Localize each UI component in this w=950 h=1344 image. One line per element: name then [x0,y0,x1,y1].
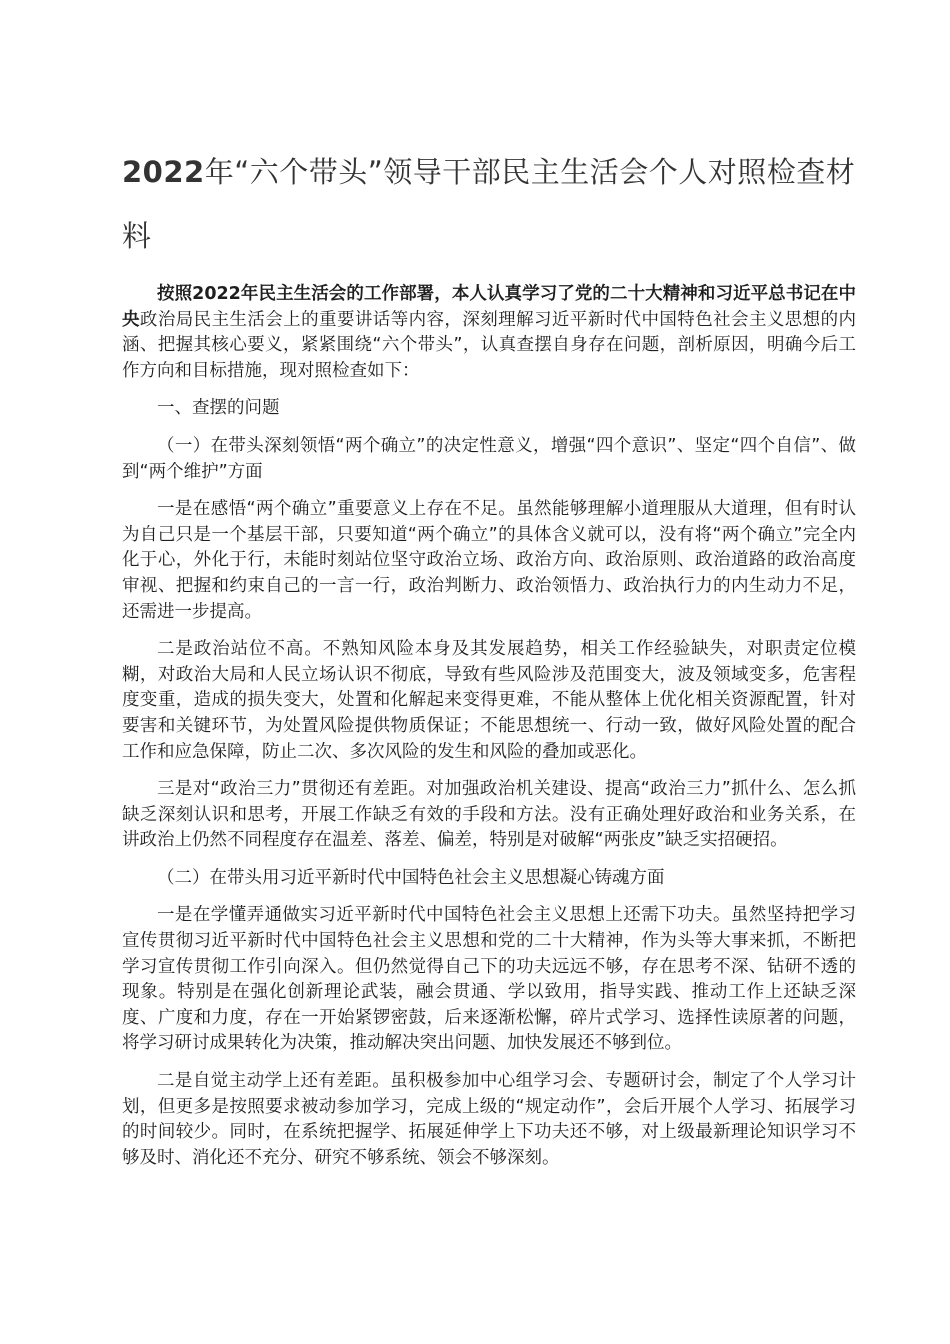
intro-text: 政治局民主生活会上的重要讲话等内容，深刻理解习近平新时代中国特色社会主义思想的内涵、把握其核心要义，紧紧围绕“六个带头”，认真查摆自身存在问题，剖析原因，明确今后工作方向和目标措施，现对照检查如下： [122,309,857,381]
paragraph-1: 一是在感悟“两个确立”重要意义上存在不足。虽然能够理解小道理服从大道理，但有时认为自己只是一个基层干部，只要知道“两个确立”的具体含义就可以，没有将“两个确立”完全内化于心，外化于行，未能时刻站位坚守政治立场、政治方向、政治原则、政治道路的政治高度审视、把握和约束自己的一言一行，政治判断力、政治领悟力、政治执行力的内生动力不足，还需进一步提高。 [122,499,856,622]
document-title [122,140,856,268]
title-year: 2022 [122,155,205,189]
section-heading-1: 一、查摆的问题 [157,398,280,419]
subsection-heading-2: （二）在带头用习近平新时代中国特色社会主义思想凝心铸魂方面 [157,867,665,888]
intro-paragraph [122,282,856,384]
intro-bold-text: 按照2022年民主生活会的工作部署，本人认真学习了党的二十大精神和习近平总书记在中央 [122,284,856,330]
paragraph-3: 三是对“政治三力”贯彻还有差距。对加强政治机关建设、提高“政治三力”抓什么、怎么抓缺乏深刻认识和思考，开展工作缺乏有效的手段和方法。没有正确处理好政治和业务关系，在讲政治上仍然不同程度存在温差、落差、偏差，特别是对破解“两张皮”缺乏实招硬招。 [122,779,856,851]
document-page [122,140,856,1183]
paragraph-5: 二是自觉主动学上还有差距。虽积极参加中心组学习会、专题研讨会，制定了个人学习计划，但更多是按照要求被动参加学习，完成上级的“规定动作”，会后开展个人学习、拓展学习的时间较少。同时，在系统把握学、拓展延伸学上下功夫还不够，对上级最新理论知识学习不够及时、消化还不充分、研究不够系统、领会不够深刻。 [122,1071,856,1168]
paragraph-4: 一是在学懂弄通做实习近平新时代中国特色社会主义思想上还需下功夫。虽然坚持把学习宣传贯彻习近平新时代中国特色社会主义思想和党的二十大精神，作为头等大事来抓，不断把学习宣传贯彻工作引向深入。但仍然觉得自己下的功夫远远不够，存在思考不深、钻研不透的现象。特别是在强化创新理论武装，融会贯通、学以致用，指导实践、推动工作上还缺乏深度、广度和力度，存在一开始紧锣密鼓，后来逐渐松懈，碎片式学习、选择性读原著的问题，将学习研讨成果转化为决策，推动解决突出问题、加快发展还不够到位。 [122,905,856,1054]
subsection-heading-1: （一）在带头深刻领悟“两个确立”的决定性意义，增强“四个意识”、坚定“四个自信”、做到“两个维护”方面 [122,435,856,482]
paragraph-2: 二是政治站位不高。不熟知风险本身及其发展趋势，相关工作经验缺失，对职责定位模糊，对政治大局和人民立场认识不彻底，导致有些风险涉及范围变大，波及领域变多，危害程度变重，造成的损失变大，处置和化解起来变得更难，不能从整体上优化相关资源配置，针对要害和关键环节，为处置风险提供物质保证；不能思想统一、行动一致，做好风险处置的配合工作和应急保障，防止二次、多次风险的发生和风险的叠加或恶化。 [122,639,856,762]
title-text: 年“六个带头”领导干部民主生活会个人对照检查材料 [122,155,856,253]
